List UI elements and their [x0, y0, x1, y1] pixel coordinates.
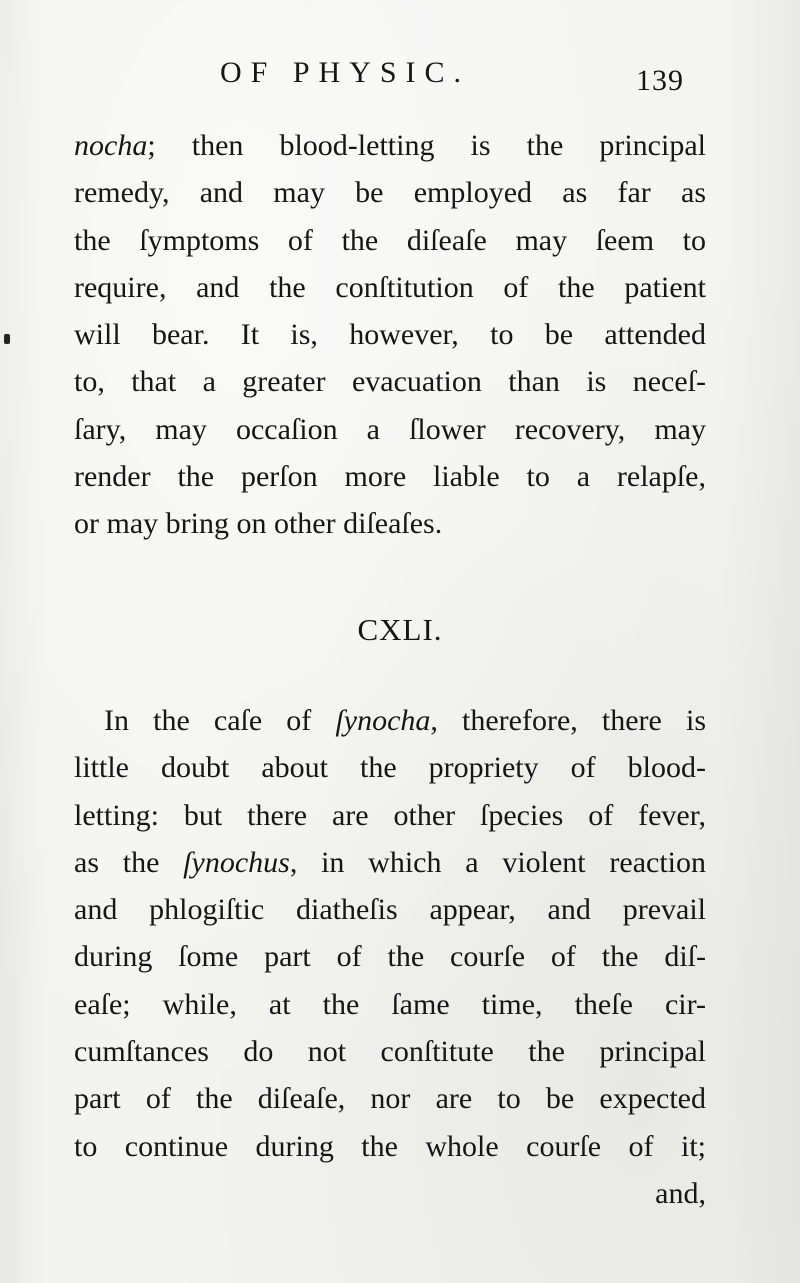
text-line: remedy, and may be employed as far as	[74, 176, 706, 210]
page-number: 139	[636, 64, 684, 97]
page-header	[0, 52, 800, 102]
text-line: will bear. It is, however, to be attended	[74, 318, 706, 352]
text-line: require, and the conſtitution of the patient	[74, 270, 706, 304]
text-line: little doubt about the propriety of blood-	[74, 751, 706, 785]
text-line: or may bring on other diſeaſes.	[74, 507, 443, 541]
text-line: part of the diſeaſe, nor are to be expected	[74, 1082, 706, 1116]
paragraph-continued	[74, 122, 706, 548]
italic-word: ſynochus	[183, 845, 290, 879]
text-line: to continue during the whole courſe of it;	[74, 1129, 706, 1163]
italic-word: ſynocha	[335, 704, 431, 737]
margin-mark	[4, 334, 10, 344]
text-line: ſary, may occaſion a ſlower recovery, may	[74, 412, 706, 446]
text-line: In the caſe of ſynocha, therefore, there is	[104, 704, 706, 737]
text-line: and phlogiſtic diatheſis appear, and prevail	[74, 893, 706, 927]
italic-word: nocha	[74, 129, 148, 162]
text-line: to, that a greater evacuation than is neceſ-	[74, 365, 706, 399]
text-line: during ſome part of the courſe of the diſ-	[74, 940, 706, 974]
catchword: and,	[655, 1176, 706, 1210]
text-line: eaſe; while, at the ſame time, theſe cir-	[74, 987, 706, 1021]
text-line: as the ſynochus, in which a violent reaction	[74, 845, 706, 879]
section-heading: CXLI.	[357, 612, 443, 647]
text-line: render the perſon more liable to a relapſe,	[74, 460, 706, 494]
text-line: the ſymptoms of the diſeaſe may ſeem to	[74, 223, 706, 257]
text-line	[74, 122, 706, 169]
running-head: OF PHYSIC.	[220, 56, 471, 89]
paragraph-cxli	[74, 697, 706, 1217]
text-line: cumſtances do not conſtitute the principal	[74, 1035, 706, 1069]
text-line: letting: but there are other ſpecies of fever,	[74, 798, 706, 832]
text-line-rest: ; then blood-letting is the principal	[147, 129, 706, 162]
